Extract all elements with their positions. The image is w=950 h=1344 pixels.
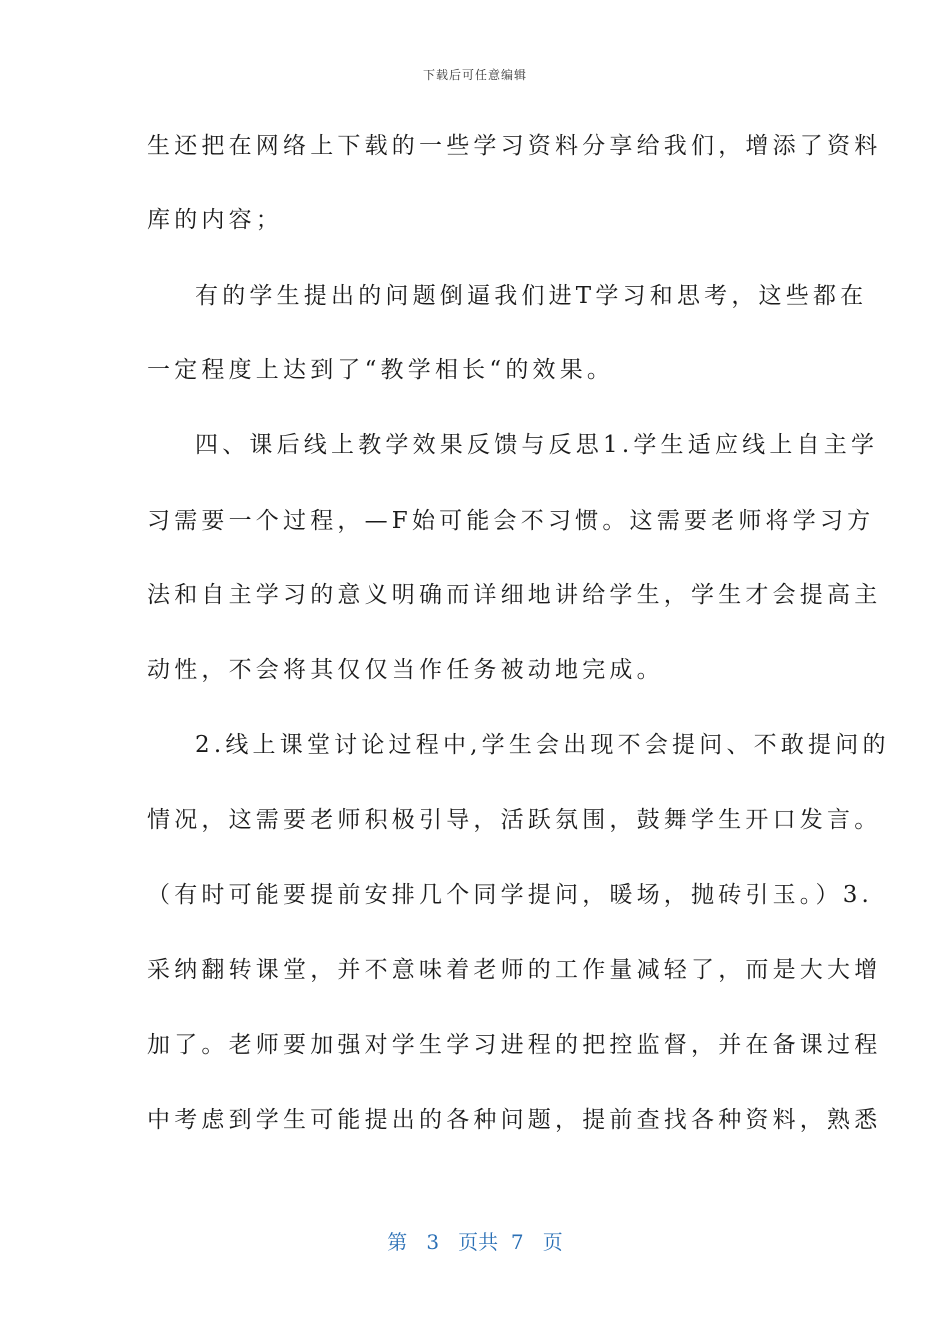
page-label-middle: 页共	[458, 1230, 499, 1254]
body-line-14: 中考虑到学生可能提出的各种问题，提前查找各种资料，熟悉	[147, 1107, 882, 1133]
body-line-8: 动性，不会将其仅仅当作任务被动地完成。	[147, 657, 664, 683]
page-footer	[0, 1226, 950, 1255]
body-line-10: 情况，这需要老师积极引导，活跃氛围，鼓舞学生开口发言。	[147, 807, 882, 833]
body-line-9: 2.线上课堂讨论过程中,学生会出现不会提问、不敢提问的	[195, 732, 890, 758]
body-line-6: 习需要一个过程，—F始可能会不习惯。这需要老师将学习方	[147, 508, 875, 534]
body-line-4: 一定程度上达到了“教学相长“的效果。	[147, 357, 615, 383]
body-line-1: 生还把在网络上下载的一些学习资料分享给我们，增添了资料	[147, 133, 882, 159]
body-line-13: 加了。老师要加强对学生学习进程的把控监督，并在备课过程	[147, 1032, 882, 1058]
body-line-2: 库的内容；	[147, 207, 283, 233]
body-line-12: 采纳翻转课堂，并不意味着老师的工作量减轻了，而是大大增	[147, 957, 882, 983]
body-line-7: 法和自主学习的意义明确而详细地讲给学生，学生才会提高主	[147, 582, 882, 608]
page-label-suffix: 页	[542, 1230, 563, 1254]
page-label-prefix: 第	[387, 1230, 408, 1254]
current-page-number: 3	[426, 1230, 440, 1254]
body-line-5: 四、课后线上教学效果反馈与反思1.学生适应线上自主学	[195, 432, 879, 458]
header-note: 下载后可任意编辑	[422, 68, 527, 82]
total-pages-number: 7	[510, 1230, 524, 1254]
body-line-11: （有时可能要提前安排几个同学提问，暖场，抛砖引玉。）3.	[147, 882, 874, 908]
body-line-3: 有的学生提出的问题倒逼我们进T学习和思考，这些都在	[195, 283, 868, 309]
